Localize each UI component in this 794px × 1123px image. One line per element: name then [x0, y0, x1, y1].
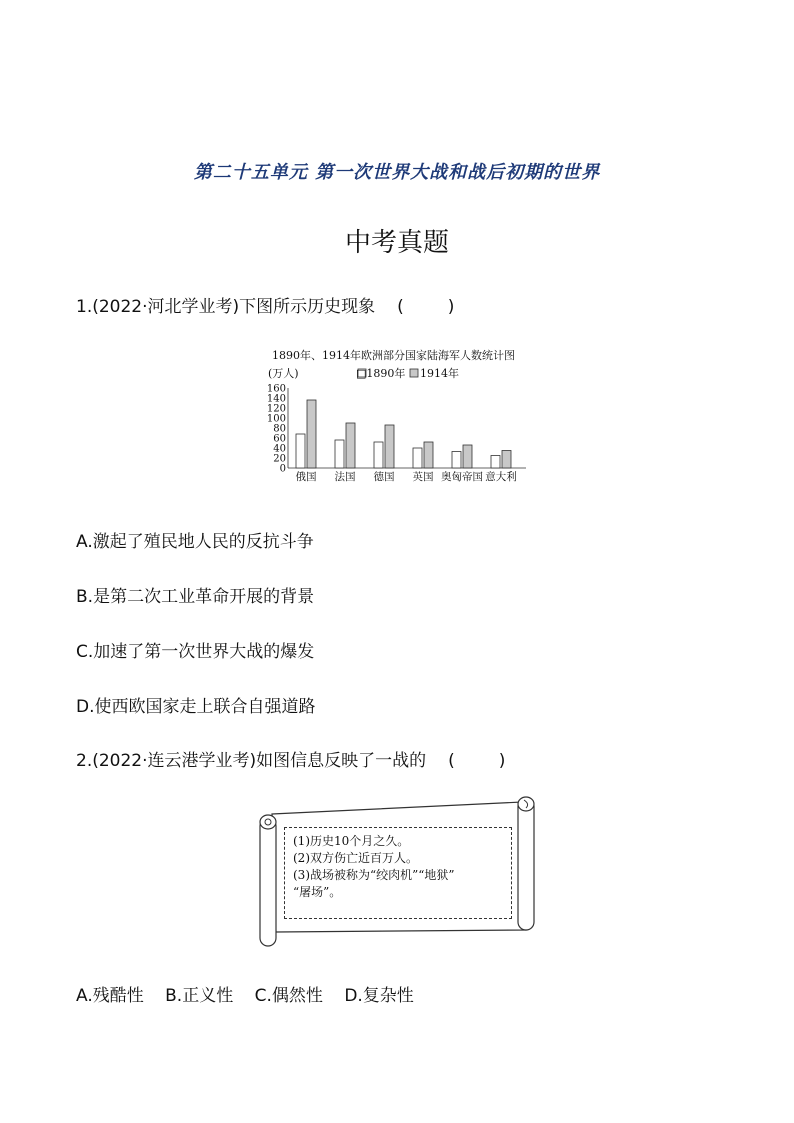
bar-1914-1 [346, 423, 355, 468]
q1-option-b[interactable]: B.是第二次工业革命开展的背景 [76, 587, 315, 607]
unit-title: 第二十五单元 第一次世界大战和战后初期的世界 [193, 162, 601, 183]
y-tick-label: 160 [266, 383, 286, 395]
y-tick-label: 120 [266, 403, 286, 415]
bar-1890-0 [296, 434, 305, 468]
legend-label-1890: □1890年 [356, 367, 406, 380]
q1-option-a[interactable]: A.激起了殖民地人民的反抗斗争 [76, 532, 314, 552]
question-2-stem: 2.(2022·连云港学业考)如图信息反映了一战的 [76, 751, 427, 771]
q2-options [76, 981, 430, 1006]
bar-1914-4 [463, 445, 472, 468]
y-tick-label: 140 [266, 393, 286, 405]
scroll-line-1: (1)历史10个月之久。 [293, 834, 410, 848]
y-tick-label: 20 [273, 453, 286, 465]
scroll-line-4: “屠场”。 [293, 885, 342, 899]
scroll-text-box [284, 827, 512, 919]
question-1 [76, 292, 454, 317]
legend-label-1914: 1914年 [420, 367, 459, 380]
bar-1890-1 [335, 440, 344, 468]
y-tick-label: 100 [266, 413, 286, 425]
answer-bracket-2: ( ) [448, 751, 506, 771]
question-1-stem: 1.(2022·河北学业考)下图所示历史现象 [76, 297, 376, 317]
y-tick-label: 60 [273, 433, 286, 445]
bar-1914-5 [502, 451, 511, 469]
bar-1890-5 [491, 456, 500, 469]
x-category-label: 英国 [412, 471, 434, 483]
bar-1914-3 [424, 442, 433, 468]
q1-option-d[interactable]: D.使西欧国家走上联合自强道路 [76, 697, 316, 717]
q2-option-d[interactable]: D.复杂性 [344, 986, 414, 1006]
bar-1914-2 [385, 425, 394, 468]
bar-1890-4 [452, 452, 461, 469]
q2-option-a[interactable]: A.残酷性 [76, 986, 144, 1006]
answer-bracket-1: ( ) [397, 297, 455, 317]
y-tick-label: 80 [273, 423, 286, 435]
scroll-line-2: (2)双方伤亡近百万人。 [293, 851, 418, 865]
q2-option-c[interactable]: C.偶然性 [254, 986, 323, 1006]
q1-option-c[interactable]: C.加速了第一次世界大战的爆发 [76, 642, 315, 662]
chart-title: 1890年、1914年欧洲部分国家陆海军人数统计图 [272, 349, 515, 362]
scroll-line-3: (3)战场被称为“绞肉机”“地狱” [293, 868, 455, 882]
bar-1914-0 [307, 400, 316, 468]
x-category-label: 奥匈帝国 [441, 471, 483, 483]
army-size-bar-chart [264, 344, 534, 490]
x-category-label: 意大利 [485, 471, 517, 483]
x-category-label: 法国 [334, 471, 356, 483]
x-category-label: 德国 [373, 471, 395, 483]
y-tick-label: 40 [273, 443, 286, 455]
bar-1890-3 [413, 448, 422, 468]
legend-swatch-1914 [410, 369, 418, 377]
y-tick-label: 0 [279, 463, 286, 475]
chart-ylabel: (万人) [268, 367, 299, 380]
question-2 [76, 746, 505, 771]
section-title: 中考真题 [344, 228, 449, 258]
q2-option-b[interactable]: B.正义性 [165, 986, 234, 1006]
bar-1890-2 [374, 442, 383, 468]
x-category-label: 俄国 [295, 471, 317, 483]
